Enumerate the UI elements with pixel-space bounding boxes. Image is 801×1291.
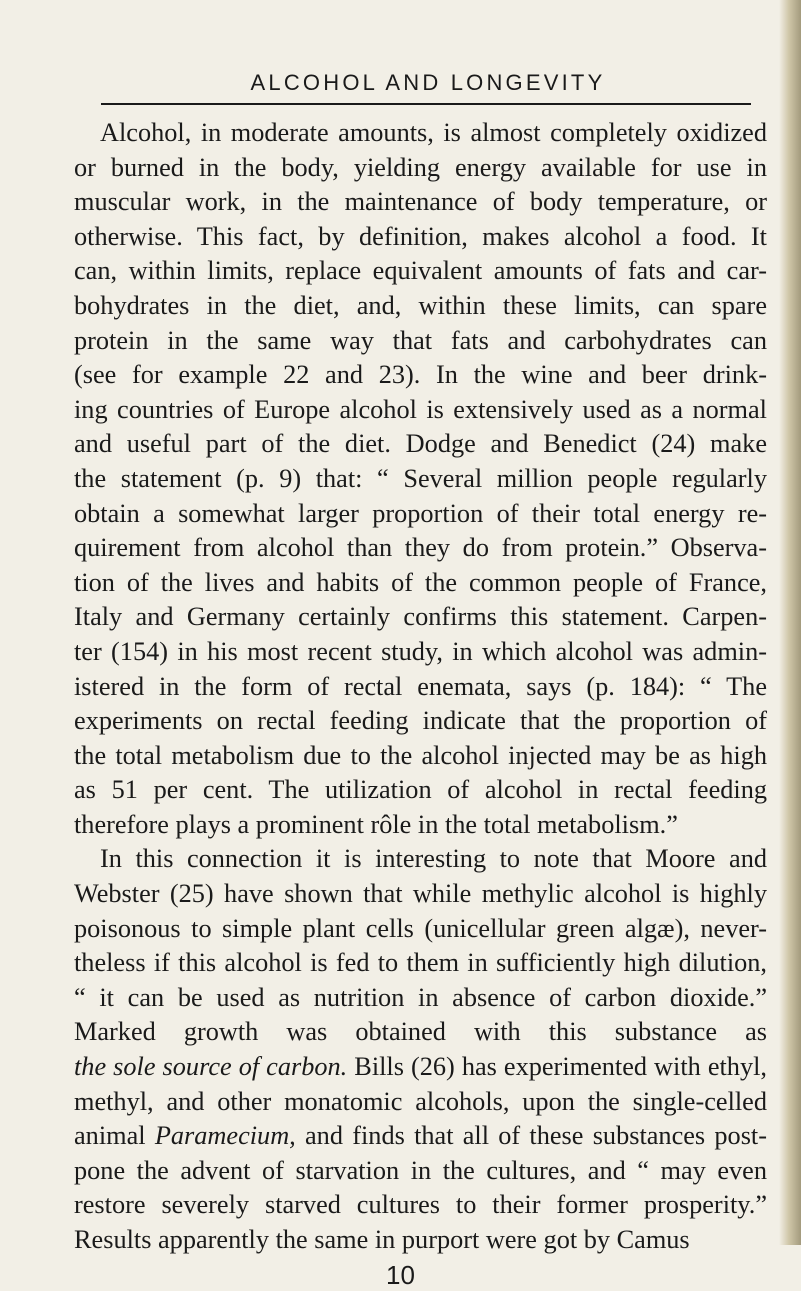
- text-line: can, within limits, replace equivalent amounts of fats and car-: [74, 256, 767, 286]
- page-number: 10: [386, 1260, 415, 1290]
- text-fragment: animal: [74, 1121, 146, 1151]
- text-line: as 51 per cent. The utilization of alcohol in rectal feeding: [74, 775, 767, 805]
- text-line: methyl, and other monatomic alcohols, upon the single-celled: [74, 1086, 767, 1116]
- running-head-rule: [101, 103, 751, 105]
- text-line: or burned in the body, yielding energy available for use in: [74, 152, 767, 182]
- text-line: bohydrates in the diet, and, within these limits, can spare: [74, 290, 767, 320]
- text-line: the statement (p. 9) that: “ Several million people regularly: [74, 463, 767, 493]
- text-line: protein in the same way that fats and carbohydrates can: [74, 325, 767, 355]
- text-fragment: and finds that all of these substances post-: [305, 1121, 767, 1151]
- text-line: Italy and Germany certainly confirms this statement. Carpen-: [74, 602, 767, 632]
- text-line: the total metabolism due to the alcohol injected may be as high: [74, 740, 767, 770]
- text-line: obtain a somewhat larger proportion of their total energy re-: [74, 498, 767, 528]
- text-line: tion of the lives and habits of the common people of France,: [74, 567, 767, 597]
- text-line: Marked growth was obtained with this substance as: [74, 1017, 767, 1047]
- body-text: [74, 116, 767, 1258]
- text-fragment: Bills (26) has experimented with ethyl,: [354, 1052, 767, 1082]
- text-line: pone the advent of starvation in the cultures, and “ may even: [74, 1155, 767, 1185]
- text-line: istered in the form of rectal enemata, says (p. 184): “ The: [74, 671, 767, 701]
- text-line: Results apparently the same in purport were got by Camus: [74, 1225, 690, 1254]
- text-line: quirement from alcohol than they do from protein.” Observa-: [74, 533, 767, 563]
- text-line: therefore plays a prominent rôle in the total metabolism.”: [74, 809, 678, 839]
- italic-phrase: Paramecium,: [154, 1121, 296, 1151]
- text-line: poisonous to simple plant cells (unicellular green algæ), never-: [74, 913, 767, 943]
- text-line: (see for example 22 and 23). In the wine and beer drink-: [74, 360, 767, 390]
- page-gutter-shadow: [779, 0, 801, 1245]
- text-line: restore severely starved cultures to their former prosperity.”: [74, 1190, 767, 1220]
- text-line: Alcohol, in moderate amounts, is almost completely oxidized: [100, 118, 767, 147]
- text-line: experiments on rectal feeding indicate that the proportion of: [74, 706, 767, 736]
- italic-phrase: the sole source of carbon.: [74, 1052, 348, 1082]
- running-head: ALCOHOL AND LONGEVITY: [250, 70, 606, 95]
- text-line: “ it can be used as nutrition in absence of carbon dioxide.”: [74, 982, 767, 1012]
- text-line: otherwise. This fact, by definition, makes alcohol a food. It: [74, 221, 767, 251]
- text-line: and useful part of the diet. Dodge and Benedict (24) make: [74, 429, 767, 459]
- text-line: ing countries of Europe alcohol is extensively used as a normal: [74, 394, 767, 424]
- text-line: [74, 1050, 767, 1085]
- text-line: theless if this alcohol is fed to them in sufficiently high dilution,: [74, 948, 767, 978]
- text-line: In this connection it is interesting to note that Moore and: [100, 844, 767, 874]
- text-line: Webster (25) have shown that while methylic alcohol is highly: [74, 879, 767, 909]
- text-line: [74, 1119, 767, 1154]
- text-line: ter (154) in his most recent study, in which alcohol was admin-: [74, 636, 767, 666]
- text-line: muscular work, in the maintenance of body temperature, or: [74, 187, 767, 217]
